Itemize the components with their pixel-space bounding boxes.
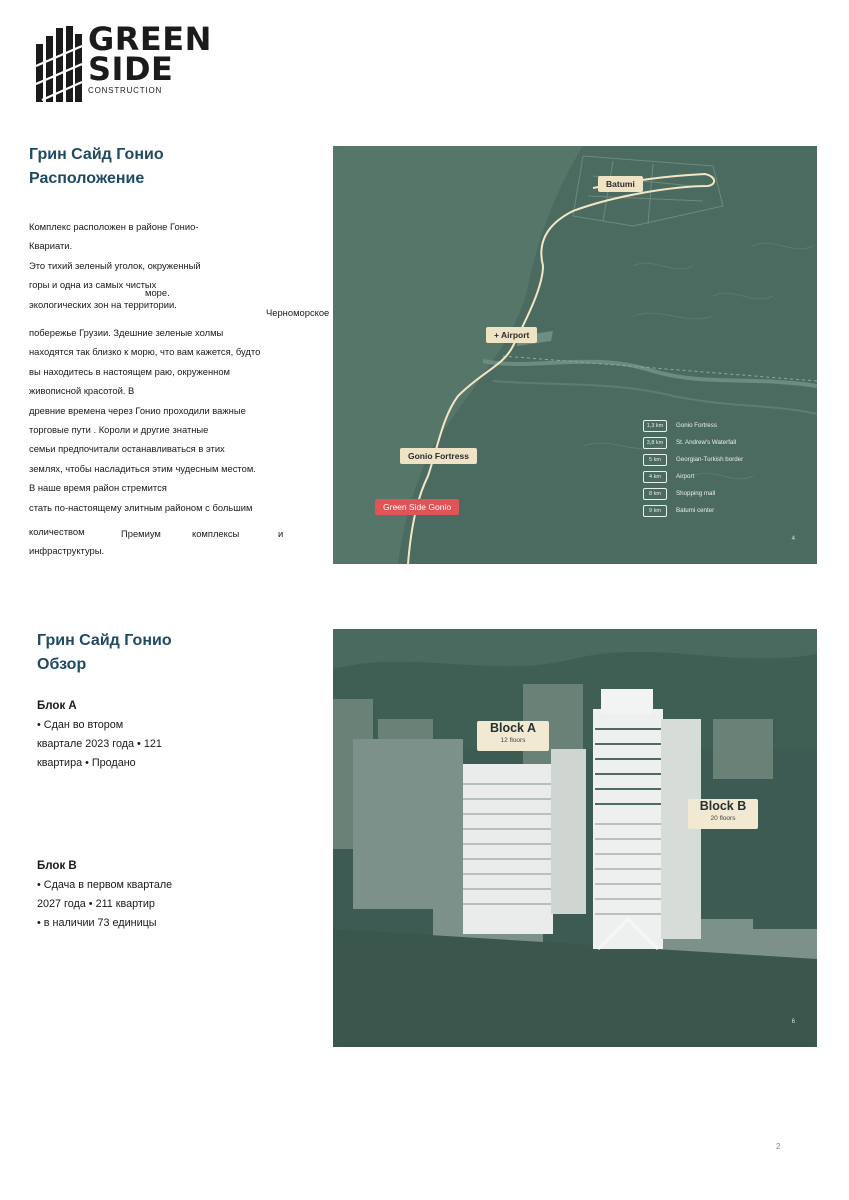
legend-row — [643, 419, 717, 432]
block-b-tag — [688, 799, 758, 829]
text-word: и — [278, 528, 284, 539]
legend-place: St. Andrew's Waterfall — [676, 439, 737, 446]
logo-line-side: SIDE — [88, 50, 174, 88]
map-label-green-side-gonio: Green Side Gonio — [375, 499, 459, 515]
legend-distance: 3,8 km — [643, 437, 667, 449]
text-line: Это тихий зеленый уголок, окруженный — [29, 259, 201, 271]
render-page-number: 6 — [791, 1019, 795, 1025]
legend-place: Georgian-Turkish border — [676, 456, 744, 463]
text-sea-word: море. — [145, 287, 170, 298]
text-line: • Сдача в первом квартале — [37, 879, 173, 891]
overview-title-line1: Грин Сайд Гонио — [37, 632, 172, 649]
map-label-airport: + Airport — [486, 327, 537, 343]
text-line: торговые пути . Короли и другие знатные — [29, 424, 209, 436]
legend-place: Airport — [676, 473, 695, 480]
block-a-tag-label: Block A — [489, 721, 537, 735]
block-a-details — [37, 716, 162, 773]
legend-place: Shopping mall — [676, 490, 716, 497]
block-a-tag-floors: 12 floors — [500, 737, 526, 744]
building-rendering-graphic — [333, 629, 817, 1047]
legend-row — [643, 453, 743, 466]
overview-title-line2: Обзор — [37, 656, 87, 673]
text-line: 2027 года • 211 квартир — [37, 898, 155, 910]
page-number: 2 — [776, 1142, 781, 1151]
legend-distance: 9 km — [643, 505, 667, 517]
text-line: • Сдан во втором — [37, 719, 124, 731]
logo-wordmark — [88, 20, 212, 88]
location-description — [29, 217, 329, 314]
building-rendering — [333, 629, 817, 1047]
text-line: находятся так близко к морю, что вам кажется, будто — [29, 346, 261, 358]
logo-line-construction: CONSTRUCTION — [88, 86, 163, 95]
block-b-info — [37, 856, 172, 933]
location-map — [333, 146, 817, 564]
legend-distance: 4 km — [643, 471, 667, 483]
text-line: экологических зон на территории. — [29, 298, 177, 310]
location-title — [29, 143, 164, 191]
text-line: квартале 2023 года • 121 — [37, 738, 162, 750]
text-line: семьи предпочитали останавливаться в этих — [29, 443, 225, 455]
text-line: живописной красотой. В — [29, 385, 135, 397]
location-description-cont — [29, 323, 329, 517]
text-line: побережье Грузии. Здешние зеленые холмы — [29, 327, 224, 338]
company-logo — [36, 20, 212, 104]
map-label-batumi: Batumi — [598, 176, 643, 192]
block-a-tag — [477, 721, 549, 751]
text-line: землях, чтобы насладиться этим чудесным местом. — [29, 462, 256, 474]
legend-place: Batumi center — [676, 507, 715, 514]
map-page-number: 4 — [791, 536, 795, 542]
legend-distance: 5 km — [643, 454, 667, 466]
location-title-line2: Расположение — [29, 170, 145, 187]
map-label-gonio-fortress: Gonio Fortress — [400, 448, 477, 464]
text-line: стать по-настоящему элитным районом с большим — [29, 501, 253, 513]
logo-mark-icon — [36, 26, 82, 102]
text-line: вы находитесь в настоящем раю, окруженном — [29, 365, 230, 377]
block-a-title: Блок А — [37, 700, 77, 712]
logo-line-green: GREEN — [88, 20, 212, 58]
legend-row — [643, 487, 715, 500]
block-b-title: Блок В — [37, 860, 77, 872]
legend-row — [643, 436, 736, 449]
text-line: Комплекс расположен в районе Гонио- — [29, 221, 199, 232]
text-line: • в наличии 73 единицы — [37, 917, 157, 929]
block-b-tag-floors: 20 floors — [710, 815, 736, 822]
text-line: В наше время район стремится — [29, 482, 167, 494]
location-title-line1: Грин Сайд Гонио — [29, 146, 164, 163]
text-word: Премиум — [121, 528, 161, 539]
text-line: Квариати. — [29, 240, 73, 252]
text-line: квартира • Продано — [37, 757, 136, 769]
text-line: горы и одна из самых чистых — [29, 279, 157, 291]
block-b-details — [37, 876, 172, 933]
text-black-sea: Черноморское — [266, 307, 330, 318]
legend-distance: 1,3 km — [643, 420, 667, 432]
block-b-tag-label: Block B — [699, 799, 747, 813]
legend-place: Gonio Fortress — [676, 422, 717, 429]
text-word: количеством — [29, 526, 85, 537]
text-line: древние времена через Гонио проходили важные — [29, 404, 246, 416]
text-word: комплексы — [192, 528, 240, 539]
legend-row — [643, 504, 714, 517]
block-a-info — [37, 696, 162, 773]
overview-title — [37, 629, 172, 677]
text-line: инфраструктуры. — [29, 545, 105, 556]
legend-row — [643, 470, 694, 483]
legend-distance: 8 km — [643, 488, 667, 500]
